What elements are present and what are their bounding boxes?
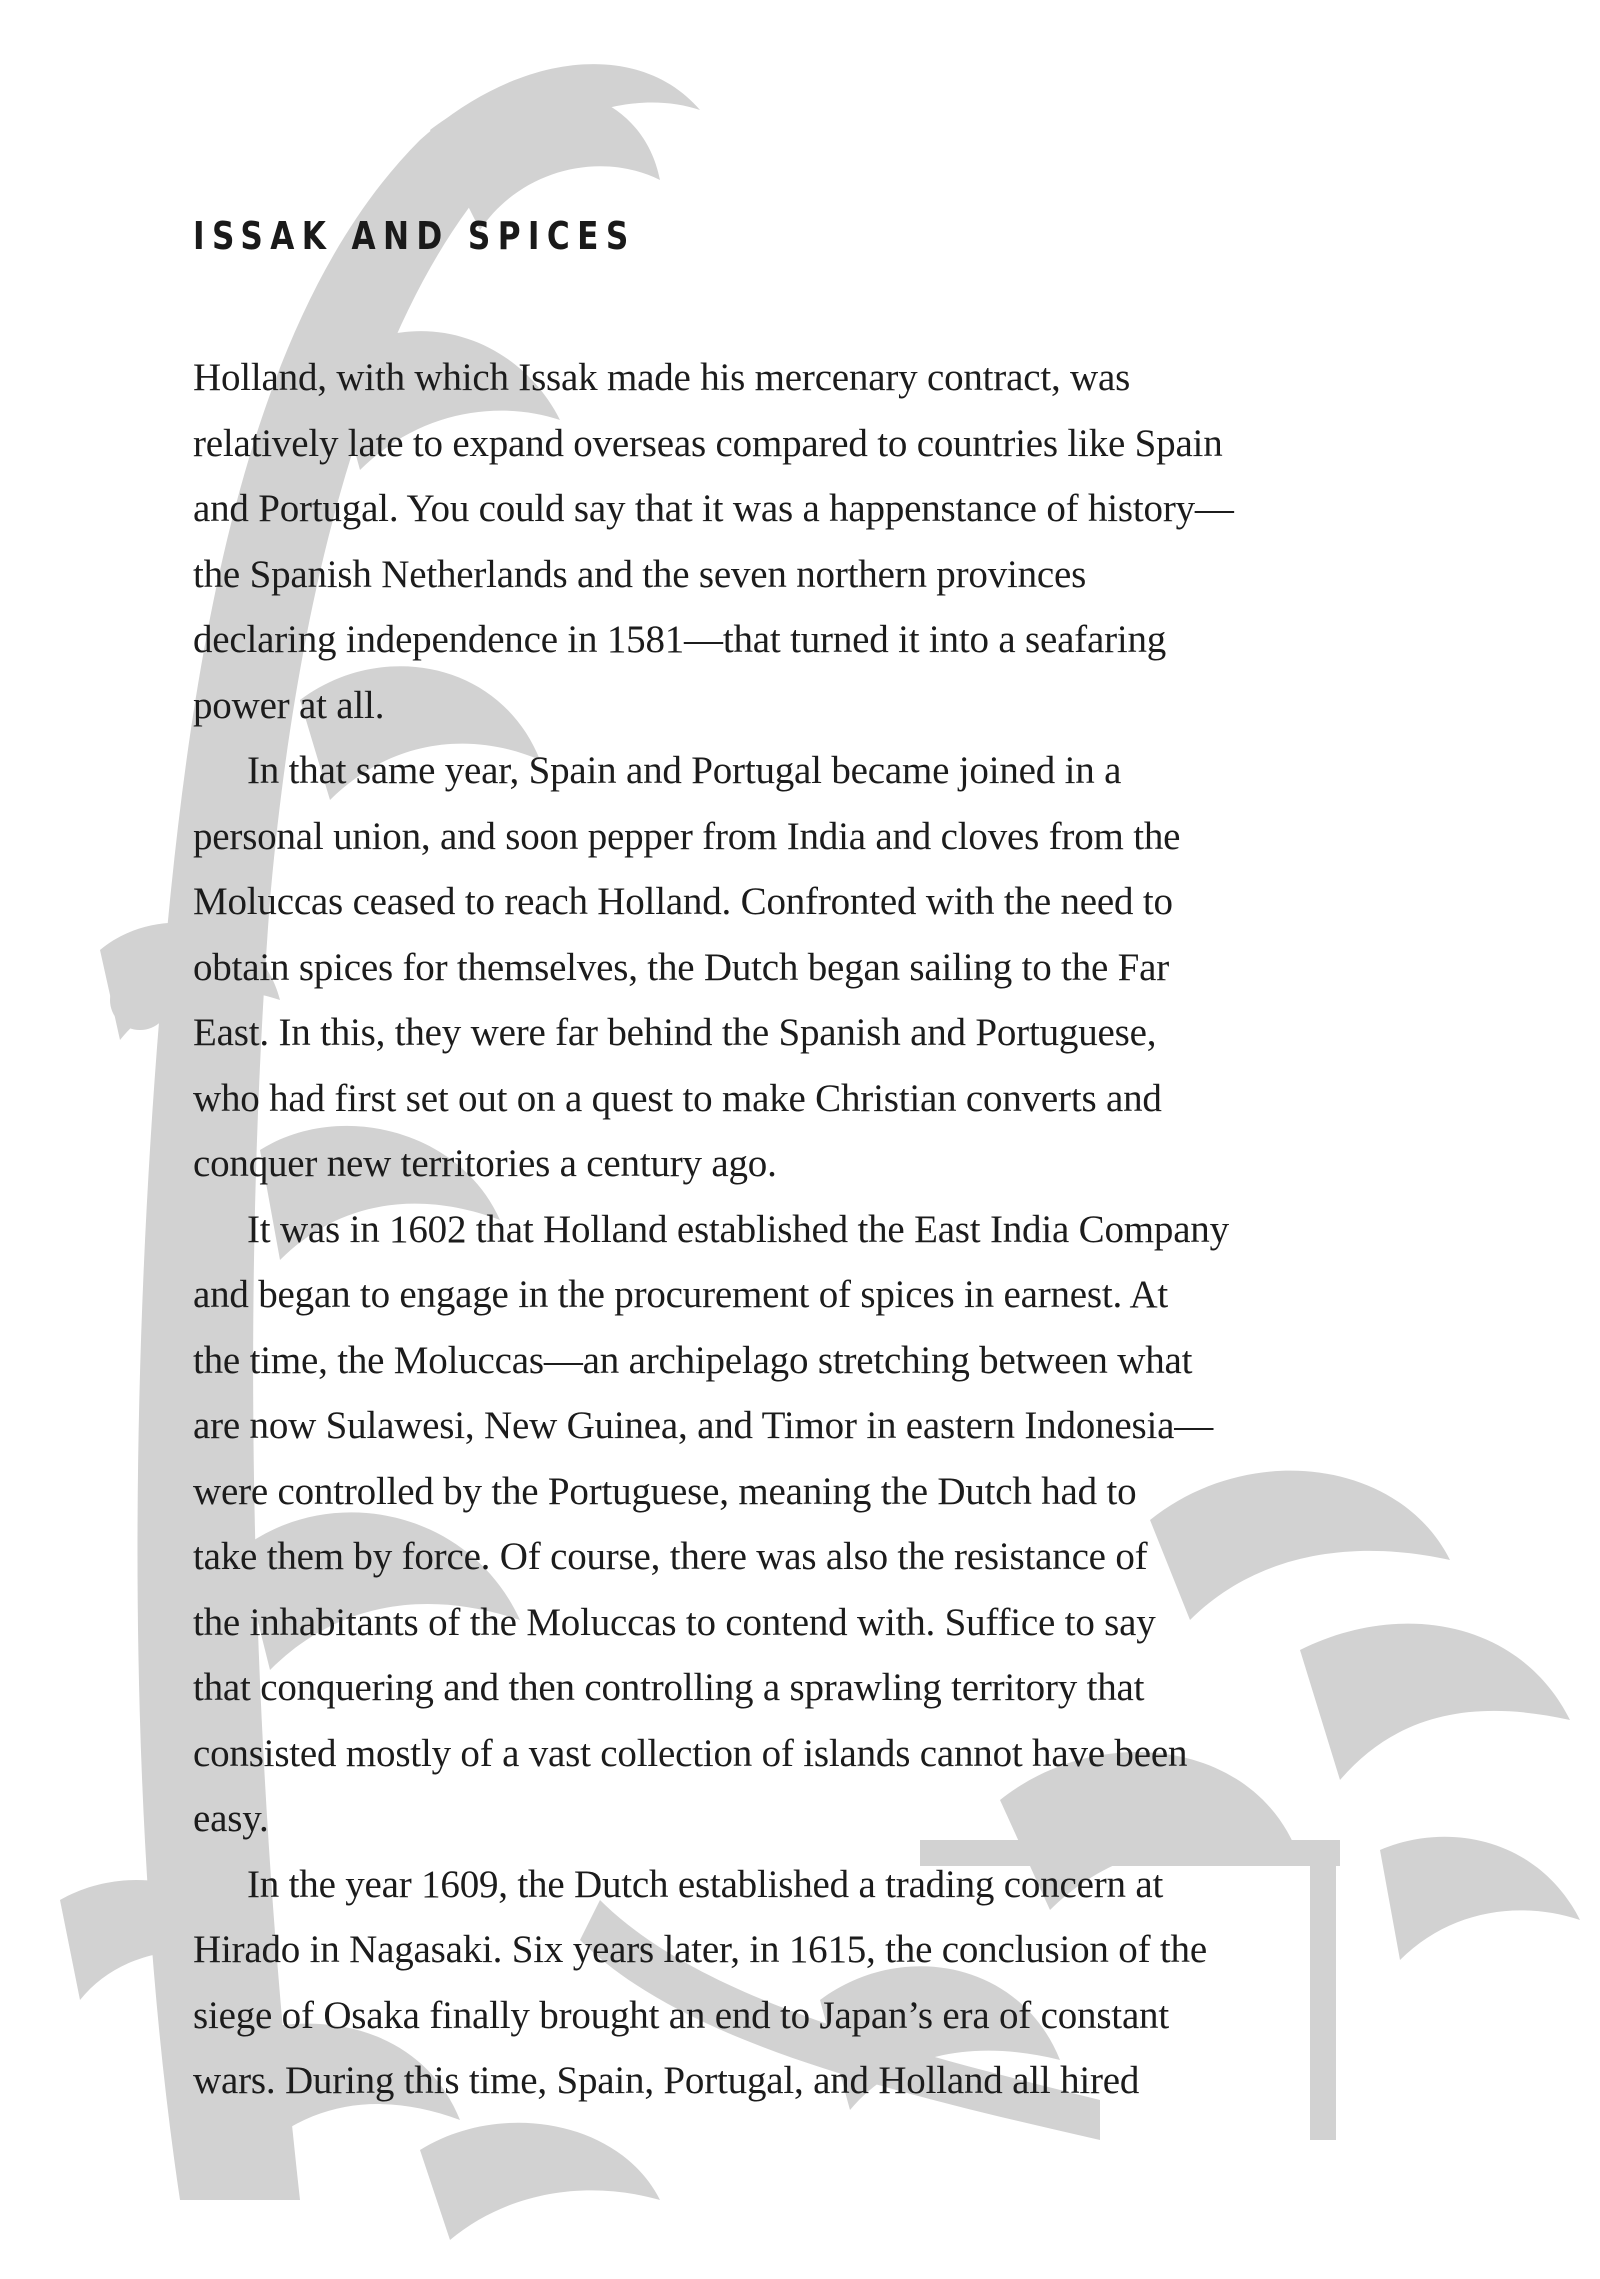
text-line: Hirado in Nagasaki. Six years later, in 1615, the conclusion of the — [193, 1928, 1207, 1971]
text-line: easy. — [193, 1797, 269, 1840]
text-line: obtain spices for themselves, the Dutch began sailing to the Far — [193, 945, 1170, 989]
paragraph — [193, 1852, 1234, 2114]
body-text — [193, 345, 1234, 2114]
text-line: are now Sulawesi, New Guinea, and Timor in eastern Indonesia— — [193, 1404, 1214, 1447]
text-line: the time, the Moluccas—an archipelago stretching between what — [193, 1338, 1193, 1382]
text-line: wars. During this time, Spain, Portugal, and Holland all hired — [193, 2059, 1140, 2102]
text-line: who had first set out on a quest to make Christian converts and — [193, 1076, 1162, 1120]
text-line: East. In this, they were far behind the Spanish and Portuguese, — [193, 1011, 1157, 1054]
text-line: It was in 1602 that Holland established the East India Company — [247, 1207, 1229, 1251]
text-line: declaring independence in 1581—that turned it into a seafaring — [193, 618, 1167, 661]
text-line: that conquering and then controlling a sprawling territory that — [193, 1666, 1145, 1709]
text-line: Moluccas ceased to reach Holland. Confronted with the need to — [193, 880, 1173, 923]
text-line: take them by force. Of course, there was also the resistance of — [193, 1535, 1148, 1578]
text-line: personal union, and soon pepper from India and cloves from the — [193, 814, 1181, 858]
paragraph — [193, 738, 1234, 1197]
text-line: were controlled by the Portuguese, meaning the Dutch had to — [193, 1469, 1137, 1513]
text-line: In the year 1609, the Dutch established a trading concern at — [247, 1862, 1164, 1906]
paragraph — [193, 1197, 1234, 1852]
text-line: and Portugal. You could say that it was a happenstance of history— — [193, 487, 1234, 530]
text-line: siege of Osaka finally brought an end to Japan’s era of constant — [193, 1993, 1169, 2037]
paragraph — [193, 345, 1234, 738]
text-line: power at all. — [193, 683, 385, 727]
text-line: consisted mostly of a vast collection of islands cannot have been — [193, 1731, 1188, 1775]
text-line: the inhabitants of the Moluccas to contend with. Suffice to say — [193, 1600, 1156, 1644]
section-heading: ISSAK AND SPICES — [193, 214, 636, 258]
text-line: relatively late to expand overseas compared to countries like Spain — [193, 421, 1223, 465]
text-line: conquer new territories a century ago. — [193, 1142, 777, 1185]
text-line: In that same year, Spain and Portugal became joined in a — [247, 749, 1122, 792]
text-line: and began to engage in the procurement of spices in earnest. At — [193, 1273, 1169, 1316]
text-line: Holland, with which Issak made his mercenary contract, was — [193, 356, 1131, 399]
text-line: the Spanish Netherlands and the seven northern provinces — [193, 552, 1087, 596]
